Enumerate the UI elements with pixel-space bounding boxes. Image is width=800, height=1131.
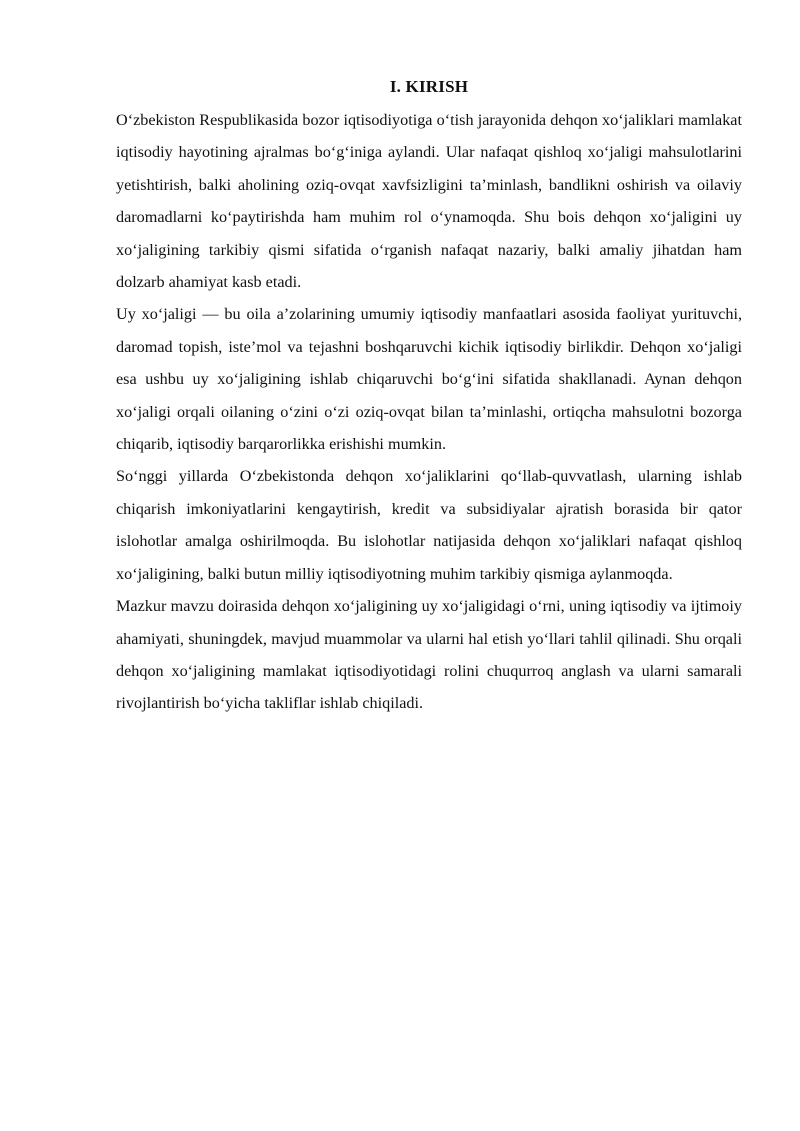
- document-body: [116, 74, 742, 720]
- paragraph-3: So‘nggi yillarda O‘zbekistonda dehqon xo‘jaliklarini qo‘llab-quvvatlash, ularning ishlab chiqarish imkoniyatlarini kengaytirish, kredit va subsidiyalar ajratish borasida bir qator islohotlar amalga oshirilmoqda. Bu islohotlar natijasida dehqon xo‘jaliklari nafaqat qishloq xo‘jaligining, balki butun milliy iqtisodiyotning muhim tarkibiy qismiga aylanmoqda.: [116, 467, 742, 583]
- paragraph-1: O‘zbekiston Respublikasida bozor iqtisodiyotiga o‘tish jarayonida dehqon xo‘jaliklari mamlakat iqtisodiy hayotining ajralmas bo‘g‘iniga aylandi. Ular nafaqat qishloq xo‘jaligi mahsulotlarini yetishtirish, balki aholining oziq-ovqat xavfsizligini ta’minlash, bandlikni oshirish va oilaviy daromadlarni ko‘paytirishda ham muhim rol o‘ynamoqda. Shu bois dehqon xo‘jaligini uy xo‘jaligining tarkibiy qismi sifatida o‘rganish nafaqat nazariy, balki amaliy jihatdan ham dolzarb ahamiyat kasb etadi.: [116, 111, 742, 292]
- section-heading: I. KIRISH: [389, 77, 469, 96]
- paragraph-2: Uy xo‘jaligi — bu oila a’zolarining umumiy iqtisodiy manfaatlari asosida faoliyat yurituvchi, daromad topish, iste’mol va tejashni boshqaruvchi kichik iqtisodiy birlikdir. Dehqon xo‘jaligi esa ushbu uy xo‘jaligining ishlab chiqaruvchi bo‘g‘ini sifatida shakllanadi. Aynan dehqon xo‘jaligi orqali oilaning o‘zini o‘zi oziq-ovqat bilan ta’minlashi, ortiqcha mahsulotni bozorga chiqarib, iqtisodiy barqarorlikka erishishi mumkin.: [116, 305, 742, 454]
- paragraph-4: Mazkur mavzu doirasida dehqon xo‘jaligining uy xo‘jaligidagi o‘rni, uning iqtisodiy va ijtimoiy ahamiyati, shuningdek, mavjud muammolar va ularni hal etish yo‘llari tahlil qilinadi. Shu orqali dehqon xo‘jaligining mamlakat iqtisodiyotidagi rolini chuqurroq anglash va ularni samarali rivojlantirish bo‘yicha takliflar ishlab chiqiladi.: [116, 597, 742, 713]
